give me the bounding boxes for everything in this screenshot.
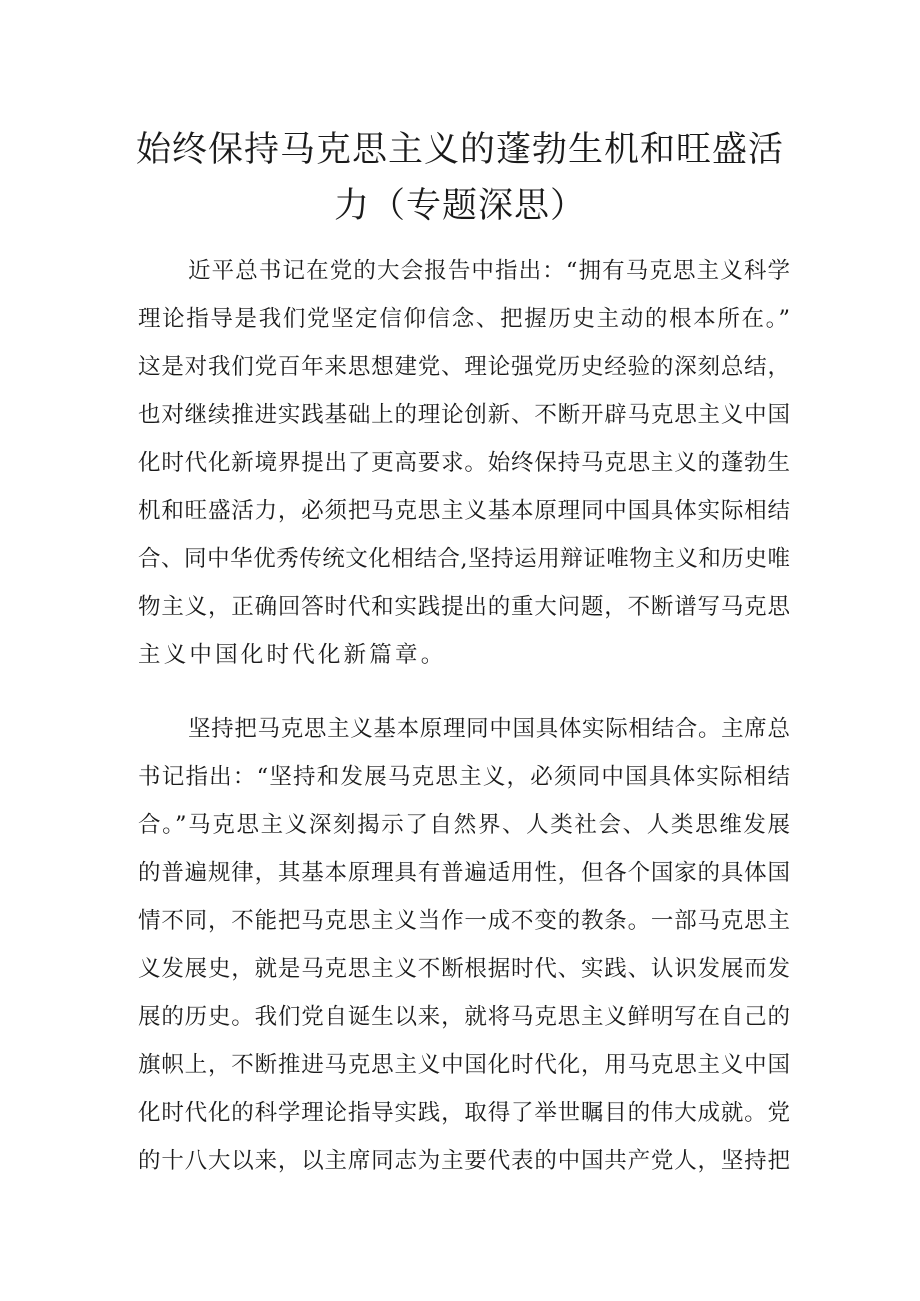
paragraph-line: 主义中国化时代化新篇章。	[138, 642, 447, 668]
paragraph-line: 书记指出：“坚持和发展马克思主义，必须同中国具体实际相结	[138, 764, 790, 790]
paragraph-line: 也对继续推进实践基础上的理论创新、不断开辟马克思主义中国	[138, 402, 790, 428]
paragraph-line: 的普遍规律，其基本原理具有普遍适用性，但各个国家的具体国	[138, 860, 790, 886]
paragraph-line: 合。”马克思主义深刻揭示了自然界、人类社会、人类思维发展	[138, 812, 790, 838]
paragraph-line: 近平总书记在党的大会报告中指出：“拥有马克思主义科学	[188, 258, 790, 284]
paragraph-line: 情不同，不能把马克思主义当作一成不变的教条。一部马克思主	[138, 908, 790, 934]
page-title: 始终保持马克思主义的蓬勃生机和旺盛活力（专题深思）	[135, 130, 784, 226]
paragraph-line: 机和旺盛活力，必须把马克思主义基本原理同中国具体实际相结	[138, 498, 790, 524]
paragraph-line: 理论指导是我们党坚定信仰信念、把握历史主动的根本所在。”	[138, 306, 790, 332]
paragraph-line: 展的历史。我们党自诞生以来，就将马克思主义鲜明写在自己的	[138, 1004, 790, 1030]
paragraph-line: 旗帜上，不断推进马克思主义中国化时代化，用马克思主义中国	[138, 1052, 790, 1078]
paragraph-line: 这是对我们党百年来思想建党、理论强党历史经验的深刻总结，	[138, 354, 790, 380]
paragraph-line: 的十八大以来，以主席同志为主要代表的中国共产党人，坚持把	[138, 1148, 790, 1174]
paragraph-line: 合、同中华优秀传统文化相结合,坚持运用辩证唯物主义和历史唯	[138, 546, 790, 572]
paragraph-line: 义发展史，就是马克思主义不断根据时代、实践、认识发展而发	[138, 956, 790, 982]
paragraph-line: 坚持把马克思主义基本原理同中国具体实际相结合。主席总	[188, 716, 790, 742]
paragraph-line: 化时代化的科学理论指导实践，取得了举世瞩目的伟大成就。党	[138, 1100, 790, 1126]
paragraph-line: 物主义，正确回答时代和实践提出的重大问题，不断谱写马克思	[138, 594, 790, 620]
paragraph-line: 化时代化新境界提出了更高要求。始终保持马克思主义的蓬勃生	[138, 450, 790, 476]
